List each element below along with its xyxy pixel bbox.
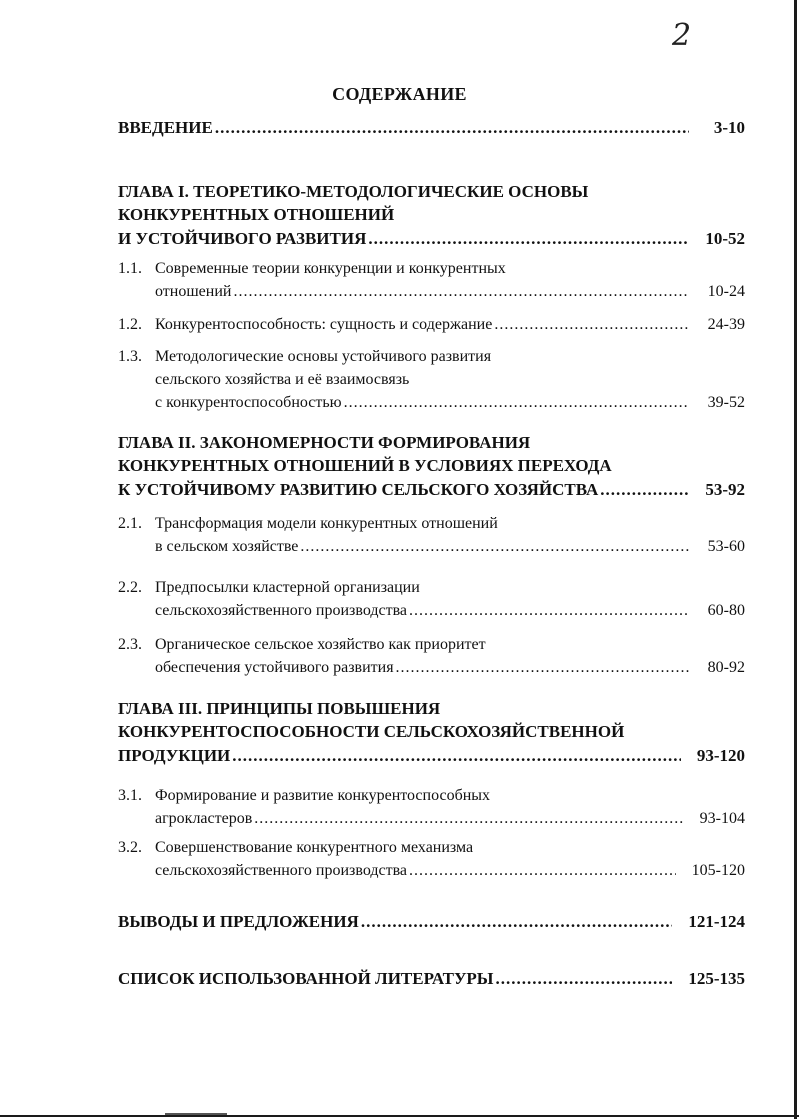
section-number: 2.3. xyxy=(118,636,142,653)
toc-pages: 105-120 xyxy=(691,862,745,879)
toc-title-line: обеспечения устойчивого развития xyxy=(155,659,394,676)
toc-pages: 121-124 xyxy=(688,912,745,931)
toc-entry-section-2-1[interactable] xyxy=(118,512,745,558)
toc-title-line: отношений xyxy=(155,283,232,300)
page-title: СОДЕРЖАНИЕ xyxy=(332,84,467,104)
leader-dots xyxy=(344,391,689,414)
toc-pages: 53-92 xyxy=(705,480,745,499)
toc-pages: 125-135 xyxy=(688,969,745,988)
toc-title: ВЫВОДЫ И ПРЕДЛОЖЕНИЯ xyxy=(118,912,359,931)
toc-title-line: ГЛАВА II. ЗАКОНОМЕРНОСТИ ФОРМИРОВАНИЯ xyxy=(118,433,531,452)
leader-dots xyxy=(496,967,673,990)
toc-title-line: сельскохозяйственного производства xyxy=(155,862,408,879)
toc-entry-section-1-1[interactable] xyxy=(118,257,745,303)
toc-pages: 10-24 xyxy=(707,283,745,300)
toc-entry-intro[interactable] xyxy=(118,116,745,139)
leader-dots xyxy=(215,116,689,139)
leader-dots xyxy=(600,477,689,503)
leader-dots xyxy=(409,859,676,882)
toc-entry-section-2-2[interactable] xyxy=(118,576,745,622)
toc-pages: 53-60 xyxy=(707,538,745,555)
toc-entry-section-2-3[interactable] xyxy=(118,633,745,679)
toc-title-line: Конкурентоспособность: сущность и содержание xyxy=(155,316,493,333)
toc-pages: 93-104 xyxy=(699,810,745,827)
toc-title-line: КОНКУРЕНТНЫХ ОТНОШЕНИЙ В УСЛОВИЯХ ПЕРЕХОДА xyxy=(118,456,612,475)
leader-dots xyxy=(396,656,689,679)
toc-pages: 39-52 xyxy=(707,394,745,411)
toc-title-line: Трансформация модели конкурентных отношений xyxy=(155,515,498,532)
toc-title-line: И УСТОЙЧИВОГО РАЗВИТИЯ xyxy=(118,229,367,248)
leader-dots xyxy=(254,807,683,830)
scan-mark xyxy=(165,1113,227,1115)
toc-title-line: Органическое сельское хозяйство как приоритет xyxy=(155,636,486,653)
handwritten-page-number: 2 xyxy=(672,18,692,53)
toc-entry-conclusions[interactable] xyxy=(118,910,745,933)
section-number: 2.1. xyxy=(118,515,142,532)
section-number: 1.1. xyxy=(118,260,142,277)
leader-dots xyxy=(233,280,689,303)
toc-title-line: Совершенствование конкурентного механизма xyxy=(155,839,474,856)
section-number: 1.3. xyxy=(118,348,142,365)
toc-title-line: с конкурентоспособностью xyxy=(155,394,342,411)
toc-entry-section-3-1[interactable] xyxy=(118,784,745,830)
toc-title-line: Предпосылки кластерной организации xyxy=(155,579,420,596)
toc-title-line: К УСТОЙЧИВОМУ РАЗВИТИЮ СЕЛЬСКОГО ХОЗЯЙСТВА xyxy=(118,480,599,499)
toc-entry-section-1-3[interactable] xyxy=(118,345,745,414)
section-number: 2.2. xyxy=(118,579,142,596)
toc-entry-references[interactable] xyxy=(118,967,745,990)
toc-title-line: Методологические основы устойчивого развития xyxy=(155,348,492,365)
page-border xyxy=(0,1115,799,1117)
toc-title-line: КОНКУРЕНТНЫХ ОТНОШЕНИЙ xyxy=(118,205,395,224)
toc-entry-section-3-2[interactable] xyxy=(118,836,745,882)
leader-dots xyxy=(232,743,681,769)
toc-entry-chapter-1[interactable] xyxy=(118,180,745,252)
leader-dots xyxy=(361,910,672,933)
toc-title-line: сельскохозяйственного производства xyxy=(155,602,408,619)
toc-title: СПИСОК ИСПОЛЬЗОВАННОЙ ЛИТЕРАТУРЫ xyxy=(118,969,494,988)
toc-title-line: Формирование и развитие конкурентоспособных xyxy=(155,787,491,804)
toc-entry-chapter-2[interactable] xyxy=(118,431,745,503)
toc-title-line: Современные теории конкуренции и конкурентных xyxy=(155,260,506,277)
toc-title-line: ПРОДУКЦИИ xyxy=(118,746,231,765)
leader-dots xyxy=(494,313,689,336)
toc-pages: 80-92 xyxy=(707,659,745,676)
toc-pages: 24-39 xyxy=(707,316,745,333)
leader-dots xyxy=(409,599,689,622)
toc-title-line: КОНКУРЕНТОСПОСОБНОСТИ СЕЛЬСКОХОЗЯЙСТВЕННОЙ xyxy=(118,722,625,741)
toc-entry-section-1-2[interactable] xyxy=(118,313,745,336)
toc-entry-chapter-3[interactable] xyxy=(118,697,745,769)
toc-title-line: ГЛАВА III. ПРИНЦИПЫ ПОВЫШЕНИЯ xyxy=(118,699,441,718)
toc-title-line: сельского хозяйства и её взаимосвязь xyxy=(155,371,410,388)
toc-title-line: ГЛАВА I. ТЕОРЕТИКО-МЕТОДОЛОГИЧЕСКИЕ ОСНОВЫ xyxy=(118,182,589,201)
section-number: 3.2. xyxy=(118,839,142,856)
toc-pages: 60-80 xyxy=(707,602,745,619)
section-number: 1.2. xyxy=(118,316,142,333)
toc-title: ВВЕДЕНИЕ xyxy=(118,118,213,137)
toc-pages: 10-52 xyxy=(705,229,745,248)
toc-title-line: в сельском хозяйстве xyxy=(155,538,299,555)
leader-dots xyxy=(368,226,689,252)
section-number: 3.1. xyxy=(118,787,142,804)
toc-title-line: агрокластеров xyxy=(155,810,253,827)
page-border xyxy=(794,0,797,1119)
toc-pages: 3-10 xyxy=(713,118,745,137)
leader-dots xyxy=(300,535,689,558)
toc-pages: 93-120 xyxy=(696,746,745,765)
